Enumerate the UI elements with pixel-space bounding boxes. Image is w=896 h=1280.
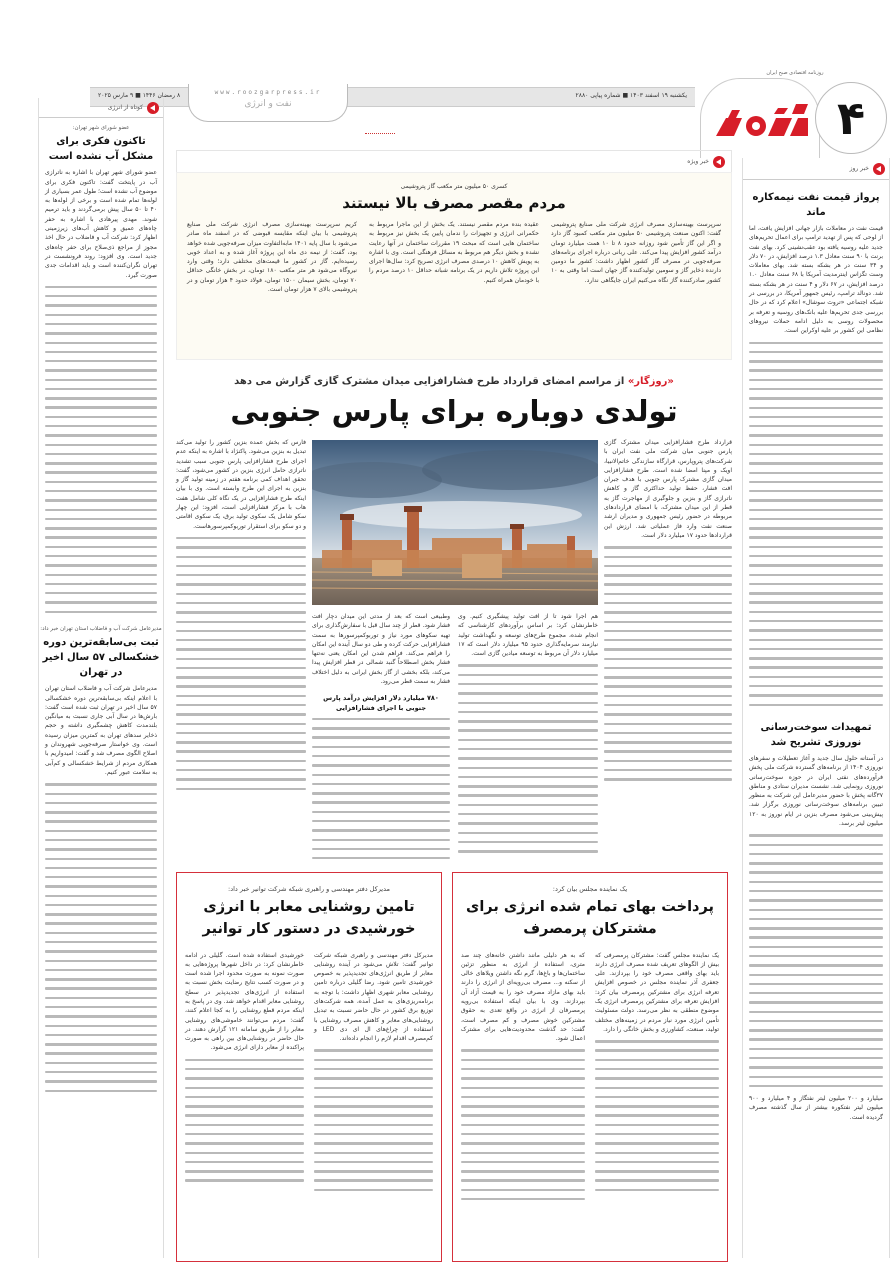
main-kicker: «روزگار» از مراسم امضای قرارداد طرح فشارافزایی میدان مشترک گازی گزارش می دهد <box>234 376 674 387</box>
box-column: یک نماینده مجلس گفت: مشترکان پرمصرفی که بیش از الگوهای تعریف شده مصرف انرژی دارند باید بهای واقعی مصرف خود را بپردازند. علی جعفری آذر نماینده مجلس در خصوص افزایش تعرفه انرژی برای مشترکین پرمصرف بیان کرد: افزایش تعرفه برای مشترکین پرمصرف انرژی یک موضوع منطقی به نظر می‌رسد. دولت مسئولیت تأمین انرژی مورد نیاز مردم در زمینه‌های مختلف تولید، صنعت، کشاورزی و بخش خانگی را دارد. <box>595 951 719 1033</box>
issue-info: یکشنبه ۱۹ اسفند ۱۴۰۳ ■ شماره پیاپی ۲۸۸۰ <box>575 92 687 99</box>
kicker-brand: «روزگار» <box>627 376 674 387</box>
article-body-continued <box>39 783 163 1092</box>
feature-kicker: کسری ۵۰ میلیون متر مکعب گاز پتروشیمی <box>400 183 508 190</box>
arrow-bullet-icon <box>147 102 159 114</box>
article-title: ثبت بی‌سابقه‌ترین دوره خشکسالی ۵۷ سال اخیر در تهران <box>42 637 160 679</box>
article-title: پرواز قیمت نفت نیمه‌کاره ماند <box>752 192 880 218</box>
article-kicker: مدیرعامل شرکت آب و فاضلاب استان تهران خبر داد: <box>40 626 162 633</box>
section-name: نفت و انرژی <box>244 99 292 109</box>
box-solar-street-lighting <box>176 872 442 1262</box>
article-title: تاکنون فکری برای مشکل آب نشده است <box>48 136 154 163</box>
arrow-bullet-icon <box>873 163 885 175</box>
article-body: در آستانه حلول سال جدید و آغاز تعطیلات و سفرهای نوروزی ۱۴۰۴ از برنامه‌های گسترده شرکت ملی پخش فرآورده‌های نفتی ایران در حوزه سوخت‌رسانی نوروزی رونمایی شد. نشست مدیران ستادی و مناطق ۳۷گانه پخش با حضور مدیرعامل این شرکت به منظور تبیین برنامه‌های سوخت‌رسانی نوروزی برگزار شد. پیش‌بینی می‌شود مصرف بنزین در ایام نوروز به ۱۲۰ میلیون لیتر برسد. <box>749 754 883 827</box>
page-number: ۴ <box>815 82 887 154</box>
box-kicker: مدیرکل دفتر مهندسی و راهبری شبکه شرکت توانیر خبر داد: <box>228 885 390 893</box>
feature-title: مردم مقصر مصرف بالا نیستند <box>342 194 566 212</box>
website-url[interactable]: www.roozgarpress.ir <box>214 89 322 96</box>
article-body: مدیرعامل شرکت آب و فاضلاب استان تهران با اعلام اینکه بی‌سابقه‌ترین دوره خشکسالی ۵۷ سال اخیر در تهران ثبت شده است گفت: بارش‌ها در سال آبی جاری نسبت به میانگین بلندمدت کاهش چشمگیری داشته و حجم ذخایر سدهای تهران به کمترین میزان رسیده است. وی خواستار صرفه‌جویی شهروندان و اصلاح الگوی مصرف شد و گفت: امیدواریم با همکاری مردم از شرایط خشکسالی و کم‌آبی به سلامت عبور کنیم. <box>45 685 157 776</box>
box-energy-tariff <box>452 872 728 1262</box>
box-column: خورشیدی استفاده شده است. گلیلی در ادامه خاطرنشان کرد: در داخل شهرها پروژه‌هایی به صورت نمونه به صورت محدود اجرا شده است و در صورت کسب نتایج رضایت بخش نسبت به استفاده از انرژی‌های تجدیدپذیر در سطح روشنایی معابر اقدام خواهد شد. وی در پاسخ به اینکه مردم قطع روشنایی را به کجا اعلام کنند، گفت: مردم می‌توانند خاموشی‌های روشنایی معابر را از طریق سامانه ۱۲۱ گزارش دهند. در حال حاضر در روشنایی‌های بین راهی به صورت پراکنده از معابر دارای انرژی می‌شود. <box>185 951 304 1052</box>
ornament-divider <box>365 133 395 136</box>
article-footer: میلیارد و ۲۰۰ میلیون لیتر نفتگاز و ۴ میلیارد و ۹۰۰ میلیون لیتر نفتکوره بیشتر از سال گذشته مصرف گردیده است. <box>749 1095 883 1121</box>
roozgar-logo-icon <box>712 96 812 144</box>
article-body-continued <box>743 342 889 706</box>
box-column: که به هر دلیلی مانند داشتن خانه‌های چند صد متری، استفاده از انرژی به منظور تزئین ساختمان‌ها و باغ‌ها، گرم نگه داشتن ویلاهای خالی از سکنه و... مصرف بی‌رویه‌ای از انرژی را دارند باید بهای مازاد مصرف خود را به قیمت آزاد آن بپردازند. وی با بیان اینکه استفاده بی‌رویه پرمصرفان از انرژی در واقع تعدی به حقوق مشترکین خوش مصرف و کم مصرف است، گفت: حد گذشت محدودیت‌هایی برای مشترک اعمال شود. <box>461 951 585 1043</box>
article-body: قیمت نفت در معاملات بازار جهانی افزایش یافت، اما از لوحی که پس از تهدید ترامپ برای اعمال تحریم‌های جدید علیه روسیه یافته بود عقب‌نشینی کرد. بهای نفت برنت با ۹۰ سنت معادل ۱.۳ درصد افزایش، در ۷۰ دلار و ۳۴ سنت در هر بشکه بسته شد. بهای معاملات وست تگزاس اینترمدیت آمریکا با ۶۸ سنت معادل ۱.۰ درصد افزایش، در ۶۷ دلار و ۴ سنت در هر بشکه بسته شد. دونالد ترامپ، رئیس جمهور آمریکا، در بررسی در شبکه اجتماعی «تروث سوشال» اعلام کرد که در حال بررسی جدی تحریم‌ها علیه بانک‌های روسیه و تعرفه بر محصولات روسی به دلیل ادامه حملات نیروهای نظامی این کشور بر علیه اوکراین است. <box>749 225 884 335</box>
hijri-gregorian-dates: ۸ رمضان ۱۴۴۶ ■ ۹ مارس ۲۰۲۵ <box>98 92 181 99</box>
article-subheading: ۷۸۰ میلیارد دلار افزایش درآمد پارس جنوبی با اجرای فشارافزایی <box>323 694 439 713</box>
left-column <box>38 98 164 1258</box>
article-kicker: عضو شورای شهر تهران: <box>72 125 130 131</box>
main-article-column-left: فارس که بخش عمده بنزین کشور را تولید می‌کند تبدیل به بنزین می‌شود. پاکنژاد با اشاره به اینکه عدم اجرای طرح فشارافزایی پارس جنوبی سبب تشدید ناترازی حامل انرژی بنزین در کشور می‌شود، گفت: تحقق اهداف کمی برنامه هفتم در زمینه تولید گاز و بنزین به اجرای این طرح وابسته است. وی با بیان اینکه طرح فشارافزایی در یک نگاه کلی شامل هفت هاب با مرکز فشارافزایی است، افزود: این چهار سکو شامل یک سکوی تولید برق، یک سکوی اقامتی و دو سکو برای استقرار توربوکمپرسورهاست. <box>176 438 306 797</box>
feature-column: کریم سرپرست بهینه‌سازی مصرف انرژی شرکت ملی صنایع پتروشیمی با بیان اینکه مقایسه قبوضی که در اسفند ماه صادر می‌شود با سال پایه ۱۴۰۱ مابه‌التفاوت میزان صرفه‌جویی شده خواهد بود، گفت: از نیمه دی ماه این پروژه آغاز شده و به اعداد خوبی رسیده‌ایم. گاز در کشور ما قیمت‌های مختلفی دارد؛ وقتی وارد نیروگاه می‌شود هر متر مکعب ۱۸۰ تومان، در بخش خانگی حداقل ۷۰ تومان، بخش سیمان ۱۵۰۰ تومان، فولاد حدود ۴ هزار تومان و در پتروشیمی بالای ۷ هزار تومان است. <box>187 221 357 294</box>
box-column: مدیرکل دفتر مهندسی و راهبری شبکه شرکت توانیر گفت: تلاش می‌شود در آینده روشنایی معابر از طریق انرژی‌های تجدیدپذیر به خصوص خورشیدی تامین شود. رضا گلیلی درباره تامین روشنایی معابر شهری اظهار داشت: با توجه به برنامه‌ریزی‌های به عمل آمده، همه شرکت‌های توزیع برق کشور در حال حاضر نسبت به تبدیل روشنایی‌های معابر و کاهش مصرف روشنایی با استفاده از چراغ‌های ال ای دی LED و کم‌مصرف اقدام لازم را انجام داده‌اند. <box>314 951 433 1043</box>
main-headline: تولدی دوباره برای پارس جنوبی <box>230 394 678 428</box>
box-kicker: یک نماینده مجلس بیان کرد: <box>552 885 628 893</box>
box-title: پرداخت بهای تمام شده انرژی برای مشترکان پرمصرف <box>466 899 714 937</box>
feature-content <box>176 172 732 360</box>
main-article-column-mid-left: وطبیعی است که بعد از مدتی این میدان دچار افت فشار شود. قطر از چند سال قبل با سفارش‌گذاری برای تهیه سکوهای مورد نیاز و توربوکمپرسورها به سمت فشارافزایی حرکت کرده و طی دو سال آینده این امکان را فراهم می‌کند. فراهم شدن این امکان یعنی نه‌تنها فشار بخش اصطلاحاً گنبد شمالی در قطر افزایش پیدا می‌کند، بلکه بخشی از گاز بخش ایرانی به دلیل اختلاف فشار به سمت قطر می‌رود. ۷۸۰ میلیارد دلار افزایش درآمد پارس جنوبی با اجرای فشارافزایی <box>312 612 450 866</box>
tagline: روزنامه اقتصادی صبح ایران <box>766 70 824 76</box>
box-title: تامین روشنایی معابر با انرژی خورشیدی در دستور کار توانیر <box>202 899 416 937</box>
article-body-continued <box>743 834 889 1087</box>
section-tab <box>188 84 348 122</box>
main-article-column-mid-right: هم اجرا شود تا از افت تولید پیشگیری کنیم. وی خاطرنشان کرد: بر اساس برآوردهای کارشناسی که انجام شده، مجموع طرح‌های توسعه و نگهداشت تولید نیازمند سرمایه‌گذاری حدود ۹۵ میلیارد دلار است که ۱۷ میلیارد دلار آن مربوط به توسعه میادین گازی است. <box>458 612 598 859</box>
gas-refinery-photo <box>312 440 598 605</box>
article-body: عضو شورای شهر تهران با اشاره به ناترازی آب در پایتخت گفت: تاکنون فکری برای موضوع آب نشده است؛ طول عمر بسیاری از لوله‌ها تمام شده است و برخی از لوله‌ها به ۴۰ تا ۵۰ سال پیش برمی‌گردند و باید ترمیم شوند. مهدی پیرهادی با اشاره به حفر چاه‌های عمیق و کاهش آب‌های زیرزمینی اظهار کرد: شرکت آب و فاضلاب در حال اخذ مجوز از مراجع ذی‌صلاح برای حفر چاه‌های جدید است. وی افزود: روند فرونشست در تهران نگران‌کننده است و باید اقدامات جدی صورت گیرد. <box>45 169 157 279</box>
section-label-special-news: خبر ویژه <box>176 150 732 172</box>
main-article-column-right: قرارداد طرح فشارافزایی میدان مشترک گازی پارس جنوبی میان شرکت ملی نفت ایران با شرکت‌های پتروپارس، قرارگاه سازندگی خاتم‌الانبیا، اویک و مپنا امضا شده است. طرح فشارافزایی میدان گازی مشترک پارس جنوبی با هدف جبران افت فشار، حفظ تولید حداکثری گاز و کاهش ناترازی گاز و بنزین و جلوگیری از مهاجرت گاز به قطر از این میدان مشترک، با امضای قراردادهای مربوطه در حضور رئیس جمهوری و مدیران ارشد صنعت نفت وارد فاز عملیاتی شد. ارزش این قراردادها حدود ۱۷ میلیارد دلار است. <box>604 438 732 788</box>
article-title: تمهیدات سوخت‌رسانی نوروزی تشریح شد <box>760 721 872 748</box>
date-bar <box>90 87 695 107</box>
arrow-bullet-icon <box>713 156 725 168</box>
right-column <box>742 158 890 1258</box>
section-label-daily-news: خبر روز <box>743 158 889 180</box>
feature-column: عقیده بنده مردم مقصر نیستند. یک بخش از این ماجرا مربوط به حکمرانی انرژی و تجهیزات را ندمان پایین یک بخش نیز مربوط به ساختمان هایی است که مبحث ۱۹ مقررات ساختمان در آنها رعایت نشده و بخش دیگر هم مربوط به مسائل فرهنگی است. وی با اشاره به پویش کاهش ۱۰ درصدی مصرف انرژی تصریح کرد: سال‌ها اجرای این پروژه تلاش داریم در یک برنامه شبانه حداقل ۱۰ درصد مردم را با خودمان همراه کنیم. <box>369 221 539 284</box>
feature-column: سرپرست بهینه‌سازی مصرف انرژی شرکت ملی صنایع پتروشیمی گفت: اکنون صنعت پتروشیمی ۵۰ میلیون متر مکعب کمبود گاز دارد و اگر این گاز تأمین شود روزانه حدود ۸ تا ۱۰ همت میلیارد تومان درآمد کشور افزایش پیدا می‌کند. علی ربانی درباره اجرای برنامه‌های صرفه‌جویی در مصرف گاز کشور اظهار داشت: کشور ما دومین دارنده ذخایر گاز و سومین تولیدکننده گاز جهان است اما وقتی به ۱۰ کشور صادرکننده گاز نگاه می‌کنیم ایران جایگاهی ندارد. <box>551 221 722 284</box>
featured-news-box <box>176 150 732 362</box>
section-label-energy-briefs: کوتاه از انرژی <box>39 98 163 118</box>
article-body-continued <box>39 286 163 613</box>
